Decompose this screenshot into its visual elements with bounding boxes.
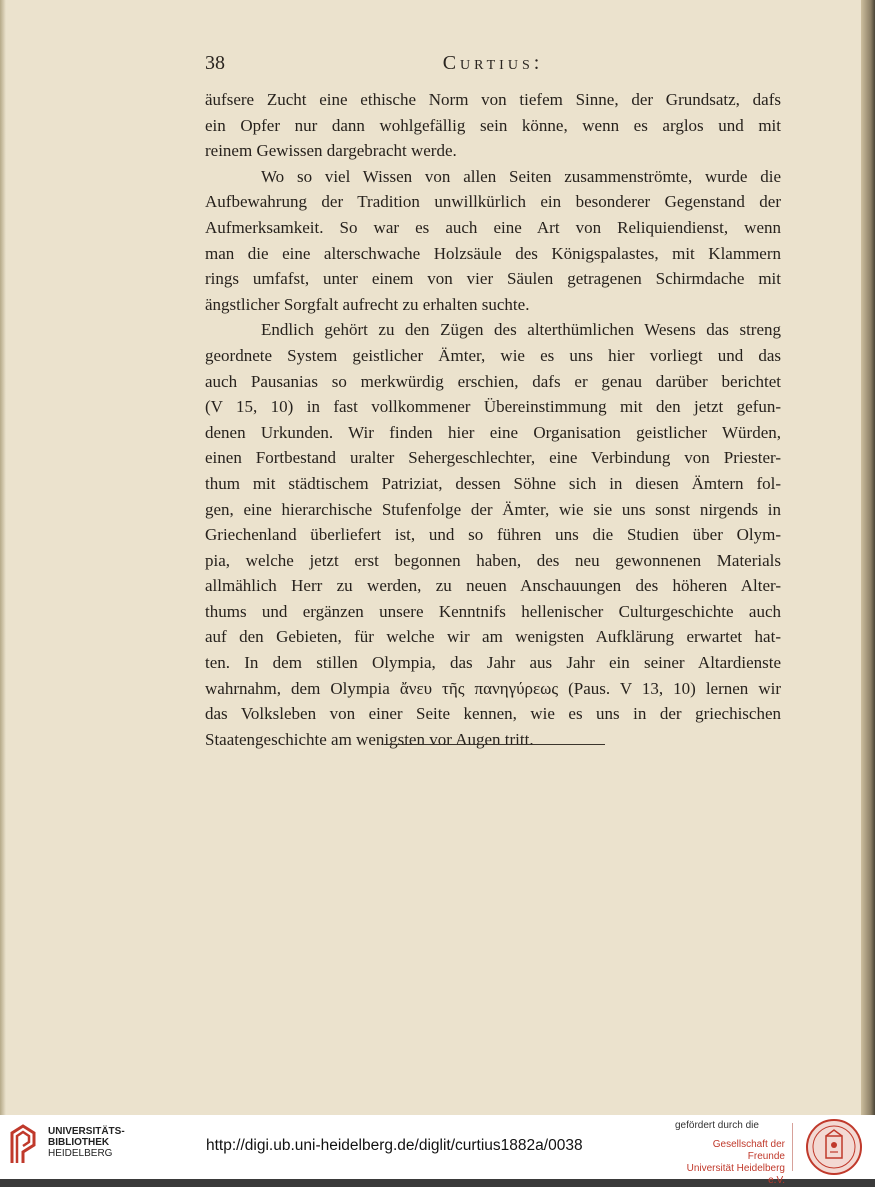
text-line: (V 15, 10) in fast vollkommener Übereinstimmung mit den jetzt gefun- <box>205 397 781 417</box>
page-edge-right <box>861 0 875 1115</box>
text-line: ten. In dem stillen Olympia, das Jahr aus Jahr ein seiner Altardienste <box>205 653 781 673</box>
text-line: geordnete System geistlicher Ämter, wie es uns hier vorliegt und das <box>205 345 781 365</box>
text-line: gen, eine hierarchische Stufenfolge der Ämter, wie sie uns sonst nirgends in <box>205 499 781 519</box>
text-line: ängstlicher Sorgfalt aufrecht zu erhalten suchte. <box>205 294 530 314</box>
text-line: einen Fortbestand uralter Sehergeschlechter, eine Verbindung von Priester- <box>205 448 781 468</box>
text-line: allmählich Herr zu werden, zu neuen Anschauungen des höheren Alter- <box>205 576 781 596</box>
library-name-line1: UNIVERSITÄTS- <box>48 1126 125 1137</box>
body-text <box>205 87 781 752</box>
viewer-footer <box>0 1115 875 1186</box>
text-line: das Volksleben von einer Seite kennen, wie es uns in der griechischen <box>205 704 781 724</box>
library-name-line2: BIBLIOTHEK <box>48 1137 110 1148</box>
text-line: Aufmerksamkeit. So war es auch eine Art von Reliquiendienst, wenn <box>205 217 781 237</box>
sponsor-divider <box>792 1123 793 1171</box>
text-line: pia, welche jetzt erst begonnen haben, des neu gewonnenen Materials <box>205 550 781 570</box>
text-line: auch Pausanias so merkwürdig erschien, dafs er genau darüber berichtet <box>205 371 781 391</box>
source-url-link[interactable]: http://digi.ub.uni-heidelberg.de/diglit/curtius1882a/0038 <box>206 1137 583 1154</box>
text-line: Staatengeschichte am wenigsten vor Augen tritt. <box>205 729 534 749</box>
running-title: Curtius: <box>442 52 544 74</box>
text-line: Endlich gehört zu den Zügen des alterthümlichen Wesens das streng <box>261 320 781 340</box>
text-line: thum mit städtischem Patriziat, dessen Söhne sich in diesen Ämtern fol- <box>205 473 781 493</box>
text-line: Wo so viel Wissen von allen Seiten zusammenströmte, wurde die <box>261 166 781 186</box>
text-line: äufsere Zucht eine ethische Norm von tiefem Sinne, der Grundsatz, dafs <box>205 90 781 109</box>
text-line: auf den Gebieten, für welche wir am wenigsten Aufklärung erwartet hat- <box>205 627 781 647</box>
text-line: reinem Gewissen dargebracht werde. <box>205 141 457 161</box>
sponsor-line1: Gesellschaft der Freunde <box>712 1139 785 1162</box>
text-line: Griechenland überliefert ist, und so führen uns die Studien über Olym- <box>205 525 781 545</box>
sponsor-line2: Universität Heidelberg e.V. <box>686 1163 785 1186</box>
sponsor-caption: gefördert durch die <box>675 1120 759 1131</box>
text-line: ein Opfer nur dann wohlgefällig sein könne, wenn es arglos und mit <box>205 115 781 135</box>
library-name-line3: HEIDELBERG <box>48 1148 113 1159</box>
ub-logo-icon[interactable] <box>8 1123 38 1167</box>
university-seal-icon[interactable] <box>805 1118 863 1176</box>
text-line: Aufbewahrung der Tradition unwillkürlich ein besonderer Gegenstand der <box>205 192 781 212</box>
end-rule <box>384 744 605 745</box>
page-number: 38 <box>205 52 225 74</box>
text-line: man die eine alterschwache Holzsäule des Königspalastes, mit Klammern <box>205 243 781 263</box>
text-line: rings umfafst, unter einem von vier Säulen getragenen Schirmdache mit <box>205 269 781 289</box>
text-line: denen Urkunden. Wir finden hier eine Organisation geistlicher Würden, <box>205 422 781 442</box>
text-line: wahrnahm, dem Olympia ἄνευ τῆς πανηγύρεως (Paus. V 13, 10) lernen wir <box>205 678 781 698</box>
text-line: thums und ergänzen unsere Kenntnifs hellenischer Culturgeschichte auch <box>205 601 781 621</box>
page-edge-left <box>0 0 6 1115</box>
ub-logo-text[interactable] <box>48 1126 125 1159</box>
sponsor-name[interactable] <box>675 1139 785 1187</box>
running-head <box>205 52 781 82</box>
